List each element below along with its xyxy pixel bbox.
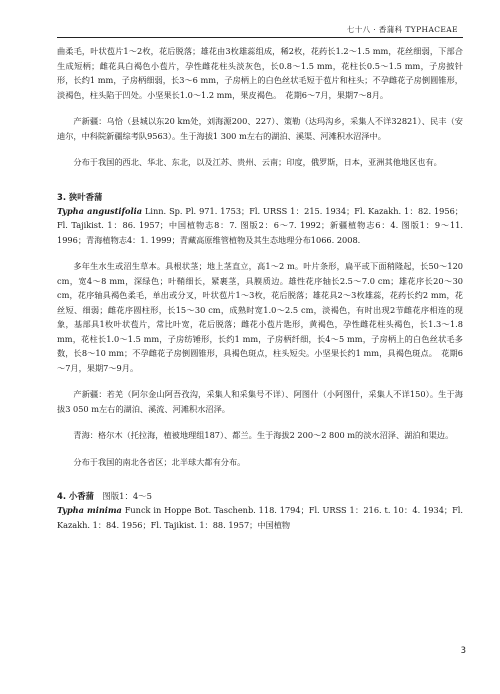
description-continued: 曲柔毛，叶状苞片1～2枚，花后脱落；雄花由3枚雄蕊组成，稀2枚，花药长1.2～1.5 mm，花丝细弱，下部合生成短柄；雌花具白褐色小苞片，孕性雌花柱头淡灰色，长0.8～1.5 mm，花柱长0.5～1.5 mm，子房披针形，长约1 mm，子房柄细弱，长3～6 mm，子房柄上的白色丝状毛短于苞片和柱头；不孕雌花子房倒圆锥形，淡褐色，柱头陷于凹处。小坚果长1.0～1.2 mm，果皮褐色。 花期6～7月，果期7～8月。 xyxy=(57,46,463,100)
page-number: 3 xyxy=(460,646,466,656)
page-content xyxy=(57,44,463,532)
species-heading-3: 3. 狭叶香蒲 xyxy=(57,191,103,202)
species-description-3: 多年生水生或沼生草本。具根状茎；地上茎直立，高1～2 m。叶片条形，扁平或下面稍隆起，长50～120 cm，宽4～8 mm，深绿色；叶鞘细长，紧裹茎，具膜质边。雄性花序轴长2.5～7.0 cm；雄花序长20～30 cm，花序轴具褐色柔毛，单出或分叉，叶状苞片1～3枚，花后脱落；雄花具2～3枚雄蕊，花药长约2 mm，花丝短、细弱；雌花序圆柱形，长15～30 cm，成熟时宽1.0～2.5 cm，淡褐色，有时出现2节雌花序相连的现象，基部具1枚叶状苞片，常比叶宽，花后脱落；雌花小苞片匙形，黄褐色，孕性雌花柱头褐色，长1.3～1.8 mm，花柱长1.0～1.5 mm，子房纺锤形，长约1 mm，子房柄纤细，长4～5 mm，子房柄上的白色丝状毛多数，长8～10 mm；不孕雌花子房倒圆锥形，具褐色斑点，柱头短尖。小坚果长约1 mm，具褐色斑点。 花期6～7月，果期7～9月。 xyxy=(57,261,463,373)
plate-reference: 图版1：4～5 xyxy=(94,491,152,501)
occurrence-qinghai-3: 青海：格尔木（托拉海，植被地理组187）、都兰。生于海拔2 200～2 800 m的淡水沼泽、湖泊和渠边。 xyxy=(73,430,454,440)
distribution-3: 分布于我国的南北各省区；北半球大都有分布。 xyxy=(73,456,246,467)
scientific-name: Typha minima xyxy=(57,505,122,515)
scientific-name: Typha angustifolia xyxy=(57,205,143,216)
species-citation-3 xyxy=(57,204,463,248)
running-header: 七十八 · 香蒲科 TYPHACEAE xyxy=(346,25,458,34)
species-citation-4 xyxy=(57,503,463,532)
header-rule xyxy=(57,37,463,38)
distribution-xinjiang: 产新疆：乌恰（县城以东20 km处，刘海源200、227）、策勒（达玛沟乡，采集人不详32821）、民丰（安迪尔，中科院新疆综考队9563）。生于海拔1 300 m左右的湖泊、溪渠、河滩积水沼泽中。 xyxy=(57,116,463,141)
species-heading-4 xyxy=(57,489,463,503)
citation-text: Funck in Hoppe Bot. Taschenb. 118. 1794；Fl. URSS 1：216. t. 10：4. 1934；Fl. Kazakh. 1：84. 1956；Fl. Tajikist. 1：88. 1957；中国植物 xyxy=(57,505,463,530)
citation-text: Linn. Sp. Pl. 971. 1753；Fl. URSS 1：215. 1934；Fl. Kazakh. 1：82. 1956；Fl. Tajikist. 1：86. 1957；中国植物志8：7. 图版2：6～7. 1992；新疆植物志6：4. 图版1：9～11. 1996；青海植物志4：1. 1999；青藏高原维管植物及其生态地理分布1066. 2008. xyxy=(57,205,463,245)
occurrence-xinjiang-3: 产新疆：若羌（阿尔金山阿吾孜沟，采集人和采集号不详）、阿图什（小阿图什，采集人不详150）。生于海拔3 050 m左右的湖泊、溪流、河滩积水沼泽。 xyxy=(57,389,463,414)
species-title-4: 4. 小香蒲 xyxy=(57,491,95,501)
distribution-general: 分布于我国的西北、华北、东北，以及江苏、贵州、云南；印度，俄罗斯，日本，亚洲其他地区也有。 xyxy=(73,157,442,167)
